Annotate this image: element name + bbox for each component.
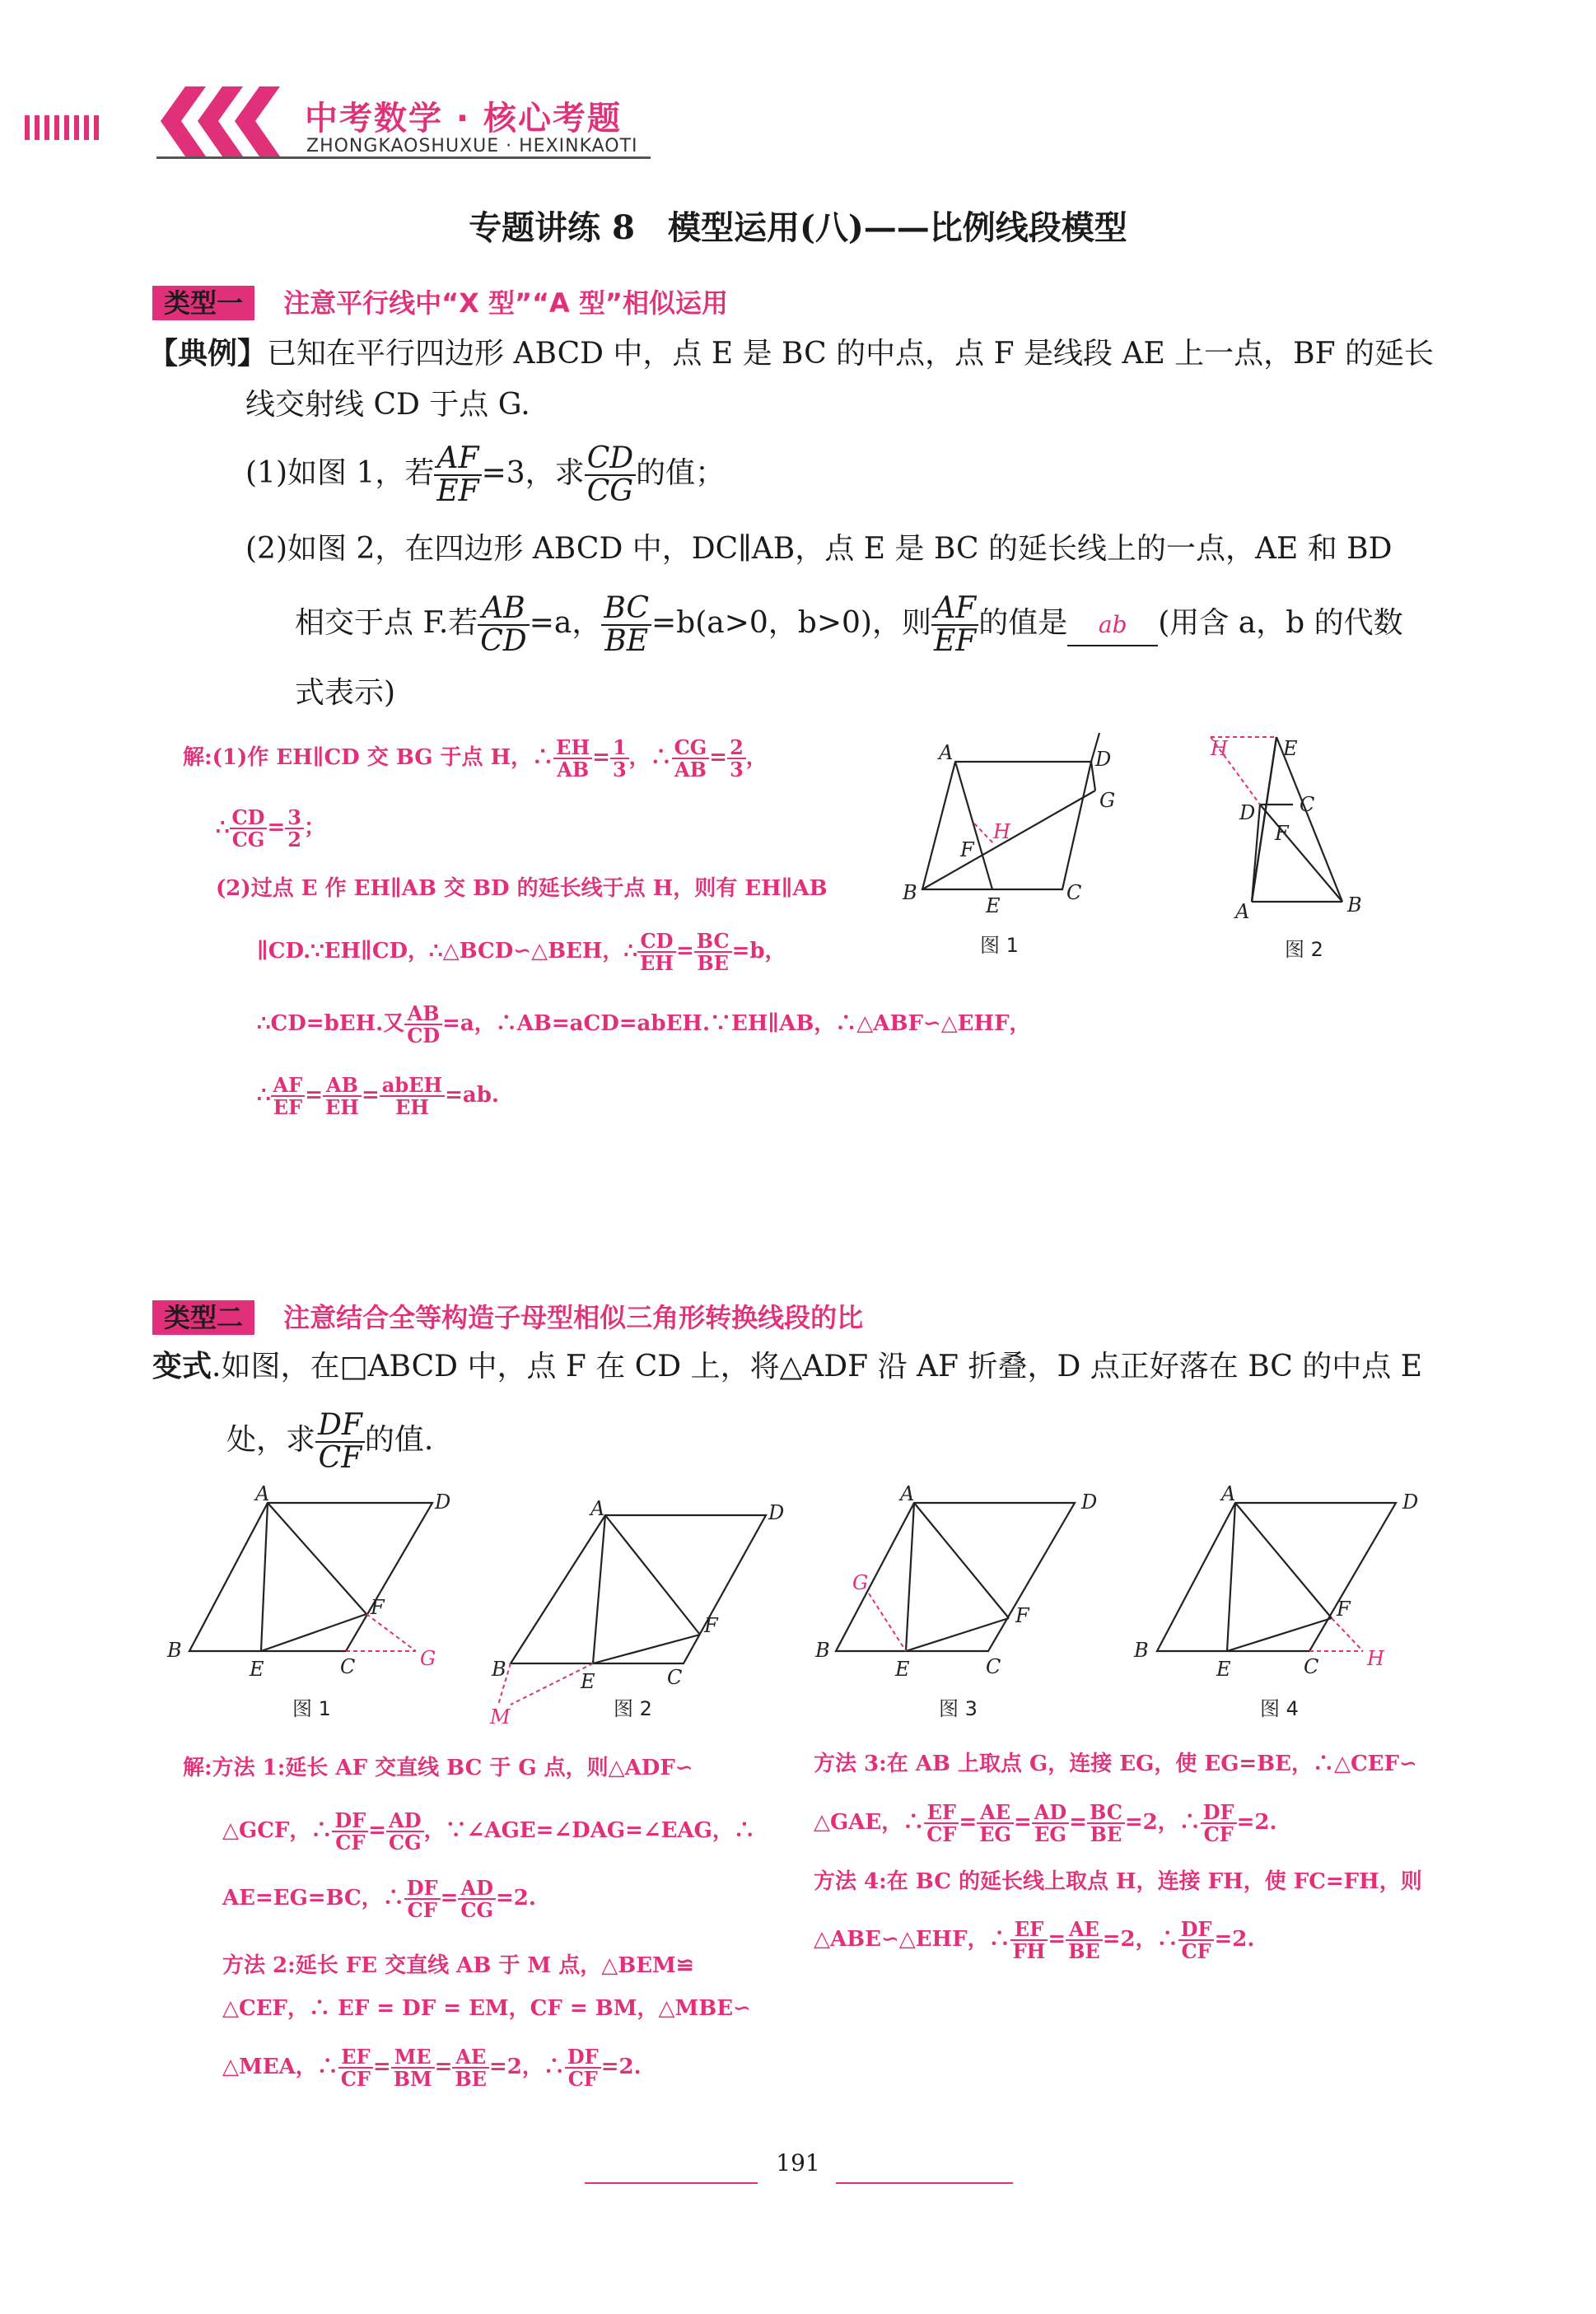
frac-den: BE	[1068, 1939, 1100, 1964]
sol2-m1-line3: AE=EG=BC，∴ $\frac{DF}{CF}$ = $\frac{AD}{CG}$ =2.	[222, 1876, 536, 1923]
frac-ab-cd	[478, 593, 529, 657]
frac-num: EF	[1010, 1919, 1048, 1941]
sol1-text: ，∴	[628, 745, 672, 771]
frac-ad-cg	[458, 1876, 496, 1923]
pt-a: A	[255, 1482, 270, 1505]
sol2-text: △GAE，∴	[814, 1810, 925, 1836]
page-title: 专题讲练 8 模型运用(八)——比例线段模型	[469, 208, 1127, 247]
frac-bc-be	[601, 593, 651, 657]
frac-den: 2	[287, 828, 301, 852]
frac-den: BE	[1090, 1822, 1122, 1847]
varfig4-caption: 图 4	[1260, 1697, 1299, 1720]
pt-e: E	[895, 1658, 910, 1681]
frac-df-cf	[1201, 1802, 1237, 1845]
sol1-line6: ∴ $\frac{AF}{EF}$ = $\frac{AB}{EH}$ = $\frac{\text{abEH}}{EH}$ =ab.	[257, 1073, 499, 1120]
frac-num: abEH	[380, 1075, 445, 1097]
frac-num: AD	[458, 1878, 496, 1900]
pt-b: B	[1134, 1639, 1149, 1662]
frac-cg-ab	[672, 737, 710, 780]
frac-af-ef	[434, 443, 481, 507]
sol2-text: ，∵∠AGE=∠DAG=∠EAG，∴	[423, 1818, 755, 1844]
example-part2-line2	[295, 593, 1403, 657]
type2-tag: 类型二	[152, 1300, 254, 1335]
frac-num: EF	[924, 1802, 959, 1824]
frac-cd-cg	[230, 807, 268, 850]
sol2-m4-line1: 方法 4:在 BC 的延长线上取点 H，连接 FH，使 FC=FH，则	[814, 1869, 1422, 1894]
frac-eh-ab	[553, 737, 592, 780]
frac-ad-cg	[386, 1810, 424, 1853]
frac-den: EF	[436, 474, 479, 508]
frac-num: EF	[338, 2046, 373, 2069]
frac-den: FH	[1012, 1939, 1046, 1964]
sol1-line3: (2)过点 E 作 EH∥AB 交 BD 的延长线于点 H，则有 EH∥AB	[216, 876, 828, 901]
pt-c: C	[1300, 793, 1315, 816]
frac-num: CD	[637, 931, 676, 953]
frac-num: DF	[332, 1810, 368, 1832]
frac-den: CF	[1203, 1822, 1234, 1847]
pt-f: F	[1275, 822, 1289, 845]
frac-abeh-eh	[380, 1073, 445, 1120]
frac-df-cf	[315, 1410, 365, 1474]
p2-text-b: =a，	[529, 605, 602, 640]
frac-ab-cd	[404, 1003, 442, 1046]
sol2-text: △MEA，∴	[222, 2055, 338, 2080]
example-line1	[148, 334, 1434, 374]
frac-ef-cf	[338, 2045, 373, 2092]
sol1-text: =ab.	[445, 1083, 499, 1108]
frac-den: CD	[480, 623, 527, 658]
frac-me-bm	[391, 2045, 435, 2092]
example-figure-2	[1202, 729, 1449, 926]
frac-den: CG	[389, 1831, 422, 1855]
variant-figure-3	[803, 1482, 1108, 1688]
pt-extra: G	[420, 1647, 436, 1670]
frac-num: DF	[1178, 1919, 1215, 1941]
sol2-text: =2.	[600, 2055, 642, 2080]
p2-text-d: 的值是	[978, 605, 1068, 640]
sol2-text: =2.	[1214, 1927, 1255, 1952]
frac-ae-be	[452, 2045, 489, 2092]
example-label: 【典例】	[148, 336, 268, 371]
footer-rule-left	[585, 2182, 758, 2184]
frac-den: 3	[612, 758, 627, 782]
pt-e: E	[986, 894, 1001, 917]
sol1-line1: 解:(1)作 EH∥CD 交 BG 于点 H，∴ $\frac{EH}{AB}$ = $\frac{1}{3}$ ，∴ $\frac{CG}{AB}$ = $\frac{2}{3}$ ，	[183, 735, 768, 782]
pt-b: B	[167, 1639, 182, 1662]
frac-num: CD	[585, 443, 636, 476]
type2-heading	[152, 1297, 863, 1335]
pt-d: D	[1239, 801, 1256, 824]
sol2-m2-line3: △MEA，∴ $\frac{EF}{CF}$ = $\frac{ME}{BM}$ = $\frac{AE}{BE}$ =2，∴ $\frac{DF}{CF}$ =2.	[222, 2045, 642, 2092]
pt-c: C	[340, 1655, 356, 1678]
p2-text-c: =b(a>0，b>0)，则	[651, 605, 931, 640]
example-part2-line1: (2)如图 2，在四边形 ABCD 中，DC∥AB，点 E 是 BC 的延长线上的一点，AE 和 BD	[245, 532, 1393, 566]
sol1-line5	[257, 1003, 1031, 1046]
frac-cd-cg	[585, 443, 636, 507]
frac-num: AB	[478, 593, 529, 626]
frac-num: AF	[931, 593, 978, 626]
pt-c: C	[986, 1655, 1001, 1678]
frac-num: CD	[230, 807, 268, 829]
variant-text1: .如图，在□ABCD 中，点 F 在 CD 上，将△ADF 沿 AF 折叠，D 点正好落在 BC 的中点 E	[212, 1350, 1423, 1383]
chevron-icon	[152, 86, 292, 156]
frac-num: AE	[977, 1802, 1014, 1824]
sol1-text: ∴	[257, 1083, 271, 1108]
pt-a: A	[900, 1482, 915, 1505]
page-number: 191	[776, 2149, 820, 2176]
frac-2-3	[727, 737, 746, 780]
frac-den: EG	[979, 1822, 1011, 1847]
frac-den: CG	[231, 828, 265, 852]
frac-den: EF	[933, 623, 977, 658]
pt-extra: H	[1367, 1647, 1384, 1670]
frac-ad-eg	[1032, 1802, 1069, 1845]
type2-desc: 注意结合全等构造子母型相似三角形转换线段的比	[283, 1302, 864, 1333]
variant-text2: 处，求	[226, 1422, 316, 1457]
frac-num: EH	[553, 737, 592, 759]
answer-blank: ab	[1067, 605, 1158, 646]
pt-d: D	[435, 1491, 451, 1514]
pt-h: H	[1211, 737, 1228, 760]
segment-ae	[955, 762, 992, 889]
sol2-m2-line2: △CEF，∴ EF = DF = EM，CF = BM，△MBE∽	[222, 1996, 751, 2021]
sol2-m2-line1: 方法 2:延长 FE 交直线 AB 于 M 点，△BEM≌	[222, 1953, 694, 1978]
frac-num: BC	[601, 593, 651, 626]
frac-num: AF	[271, 1075, 306, 1097]
sol1-text: =a，∴AB=aCD=abEH.∵EH∥AB，∴△ABF∽△EHF，	[442, 1011, 1031, 1037]
pt-d: D	[1402, 1491, 1419, 1514]
frac-den: CF	[407, 1898, 437, 1923]
frac-num: BC	[694, 931, 732, 953]
frac-af-ef-2	[931, 593, 978, 657]
frac-den: BE	[697, 951, 729, 976]
frac-den: EH	[394, 1095, 429, 1120]
variant-figure-4	[1124, 1482, 1429, 1688]
example-part1	[245, 443, 725, 507]
frac-den: CG	[586, 474, 634, 508]
frac-num: DF	[404, 1878, 441, 1900]
sol2-m3-line1: 方法 3:在 AB 上取点 G，连接 EG，使 EG=BE，∴△CEF∽	[814, 1752, 1417, 1776]
frac-num: AD	[386, 1810, 424, 1832]
frac-df-cf	[332, 1810, 368, 1853]
frac-num: AD	[1032, 1802, 1069, 1824]
frac-num: AF	[434, 443, 481, 476]
sol1-text: ∴	[216, 815, 230, 841]
frac-ae-be	[1066, 1919, 1103, 1962]
frac-den: EF	[273, 1095, 303, 1120]
sol1-text: ∴CD=bEH.又	[257, 1011, 405, 1037]
frac-den: CF	[567, 2067, 598, 2092]
frac-num: AE	[1066, 1919, 1103, 1941]
sol2-text: =2，∴	[1124, 1810, 1201, 1836]
frac-num: BC	[1087, 1802, 1125, 1824]
frac-den: CF	[340, 2067, 371, 2092]
sol2-text: =2.	[496, 1886, 536, 1911]
example-line2: 线交射线 CD 于点 G.	[245, 388, 530, 422]
pt-a: A	[1221, 1482, 1236, 1505]
example-figure-1	[898, 725, 1145, 922]
pt-e: E	[1216, 1658, 1231, 1681]
p1-text-c: 的值；	[636, 455, 726, 490]
pt-extra: M	[490, 1705, 511, 1729]
sol2-text: △GCF，∴	[222, 1818, 333, 1844]
varfig2-caption: 图 2	[614, 1697, 652, 1720]
p2-text-a: 相交于点 F.若	[295, 605, 478, 640]
pt-c: C	[1304, 1655, 1319, 1678]
pt-f: F	[371, 1596, 385, 1619]
pt-b: B	[1347, 893, 1362, 917]
frac-num: ME	[391, 2046, 435, 2069]
pt-f: F	[960, 838, 974, 861]
type1-heading	[152, 282, 728, 320]
pt-e: E	[581, 1670, 595, 1693]
p1-text-b: =3，求	[481, 455, 585, 490]
pt-f: F	[1015, 1604, 1029, 1627]
frac-ab-eh	[323, 1073, 362, 1120]
fig2-caption: 图 2	[1285, 938, 1323, 961]
frac-df-cf	[404, 1876, 441, 1923]
frac-df-cf	[1178, 1919, 1215, 1962]
sol2-m4-line2: △ABE∽△EHF，∴ $\frac{EF}{FH}$ = $\frac{AE}{BE}$ =2，∴ $\frac{DF}{CF}$ =2.	[814, 1917, 1255, 1964]
frac-den: BE	[604, 623, 649, 658]
sol1-text: =b，	[731, 939, 786, 964]
fig1-caption: 图 1	[980, 934, 1019, 957]
sol2-m1-line2: △GCF，∴ $\frac{DF}{CF}$ = $\frac{AD}{CG}$ ，∵∠AGE=∠DAG=∠EAG，∴	[222, 1808, 755, 1855]
sol2-text: =2，∴	[488, 2055, 565, 2080]
frac-3-2	[285, 807, 304, 850]
frac-den: 3	[730, 758, 744, 782]
variant-label: 变式	[152, 1349, 212, 1383]
frac-den: CF	[318, 1440, 362, 1475]
sol2-text: △ABE∽△EHF，∴	[814, 1927, 1010, 1952]
pt-f: F	[704, 1614, 718, 1637]
frac-num: DF	[315, 1410, 365, 1443]
frac-num: CG	[672, 737, 710, 759]
frac-den: AB	[557, 758, 590, 782]
pt-e: E	[250, 1658, 264, 1681]
pt-c: C	[667, 1666, 683, 1689]
sol1-line2: ∴ $\frac{CD}{CG}$ = $\frac{3}{2}$ ；	[216, 805, 325, 852]
frac-den: EG	[1034, 1822, 1066, 1847]
variant-text3: 的值.	[364, 1422, 434, 1457]
pt-e: E	[1283, 737, 1298, 760]
frac-ef-cf	[924, 1802, 959, 1845]
frac-den: BM	[393, 2067, 432, 2092]
frac-num: DF	[565, 2046, 601, 2069]
type1-desc: 注意平行线中“X 型”“A 型”相似运用	[283, 287, 728, 319]
type1-tag: 类型一	[152, 286, 254, 320]
header-title: 中考数学 · 核心考题	[305, 100, 623, 138]
pt-d: D	[1095, 748, 1112, 771]
example-part2-line3: 式表示)	[295, 676, 396, 710]
pt-c: C	[1066, 881, 1082, 904]
p2-text-e: (用含 a，b 的代数	[1158, 605, 1403, 640]
pt-b: B	[492, 1658, 506, 1681]
pt-h: H	[993, 820, 1010, 843]
varfig1-caption: 图 1	[292, 1697, 331, 1720]
pt-a: A	[939, 741, 954, 764]
pt-d: D	[768, 1501, 785, 1524]
frac-af-ef	[271, 1073, 306, 1120]
sol1-text: ，	[745, 745, 768, 771]
frac-num: 2	[727, 737, 746, 759]
frac-num: AB	[323, 1075, 362, 1097]
frac-num: 1	[610, 737, 629, 759]
frac-bc-be	[1087, 1802, 1125, 1845]
sol2-m1-line1: 解:方法 1:延长 AF 交直线 BC 于 G 点，则△ADF∽	[183, 1756, 693, 1780]
pt-b: B	[903, 881, 917, 904]
variant-figure-1	[161, 1482, 451, 1688]
example-text1: 已知在平行四边形 ABCD 中，点 E 是 BC 的中点，点 F 是线段 AE 上一点，BF 的延长	[267, 337, 1435, 371]
pt-extra: G	[852, 1571, 869, 1594]
segment-db	[1260, 805, 1342, 902]
variant-line2	[226, 1410, 433, 1474]
sol2-text: =2.	[1236, 1810, 1277, 1836]
header-subtitle: ZHONGKAOSHUXUE · HEXINKAOTI	[306, 136, 638, 156]
segment-eb	[1276, 737, 1342, 902]
frac-den: CD	[407, 1024, 441, 1048]
frac-den: EH	[639, 951, 674, 976]
frac-bc-be	[694, 929, 732, 976]
sol2-text: AE=EG=BC，∴	[222, 1886, 404, 1911]
frac-cd-eh	[637, 929, 676, 976]
varfig3-caption: 图 3	[939, 1697, 978, 1720]
frac-ef-fh	[1010, 1919, 1048, 1962]
frac-den: CG	[460, 1898, 493, 1923]
sol1-text: 解:(1)作 EH∥CD 交 BG 于点 H，∴	[183, 745, 554, 771]
frac-num: AB	[404, 1003, 442, 1025]
dashed-eh	[974, 823, 994, 844]
pt-d: D	[1081, 1491, 1098, 1514]
dashed-eg	[869, 1593, 906, 1651]
sol1-text: ；	[303, 815, 325, 841]
pt-b: B	[815, 1639, 830, 1662]
frac-den: EH	[325, 1095, 359, 1120]
sol2-m3-line2: △GAE，∴ $\frac{EF}{CF}$ = $\frac{AE}{EG}$ = $\frac{AD}{EG}$ = $\frac{BC}{BE}$ =2，∴ $\frac{DF}{CF}$ =2.	[814, 1800, 1277, 1847]
frac-den: CF	[335, 1831, 366, 1855]
pt-g: G	[1099, 789, 1116, 812]
frac-num: 3	[285, 807, 304, 829]
frac-den: CF	[1181, 1939, 1211, 1964]
frac-num: AE	[452, 2046, 489, 2069]
pt-a: A	[1235, 900, 1250, 923]
sol2-text: =2，∴	[1102, 1927, 1178, 1952]
pt-f: F	[1337, 1598, 1351, 1621]
variant-line1	[152, 1346, 1422, 1387]
frac-df-cf	[565, 2045, 601, 2092]
p1-text-a: (1)如图 1，若	[245, 455, 435, 490]
frac-ae-eg	[977, 1802, 1014, 1845]
frac-den: AB	[674, 758, 707, 782]
header-decoration	[25, 91, 156, 148]
header-rule	[156, 156, 651, 159]
footer-rule-right	[836, 2182, 1013, 2184]
frac-num: DF	[1201, 1802, 1237, 1824]
pt-a: A	[590, 1497, 605, 1520]
sol1-text: ∥CD.∵EH∥CD，∴△BCD∽△BEH，∴	[257, 939, 637, 964]
frac-den: CF	[926, 1822, 957, 1847]
frac-1-3	[610, 737, 629, 780]
frac-den: BE	[455, 2067, 487, 2092]
sol1-line4: ∥CD.∵EH∥CD，∴△BCD∽△BEH，∴ $\frac{CD}{EH}$ = $\frac{BC}{BE}$ =b，	[257, 929, 786, 976]
